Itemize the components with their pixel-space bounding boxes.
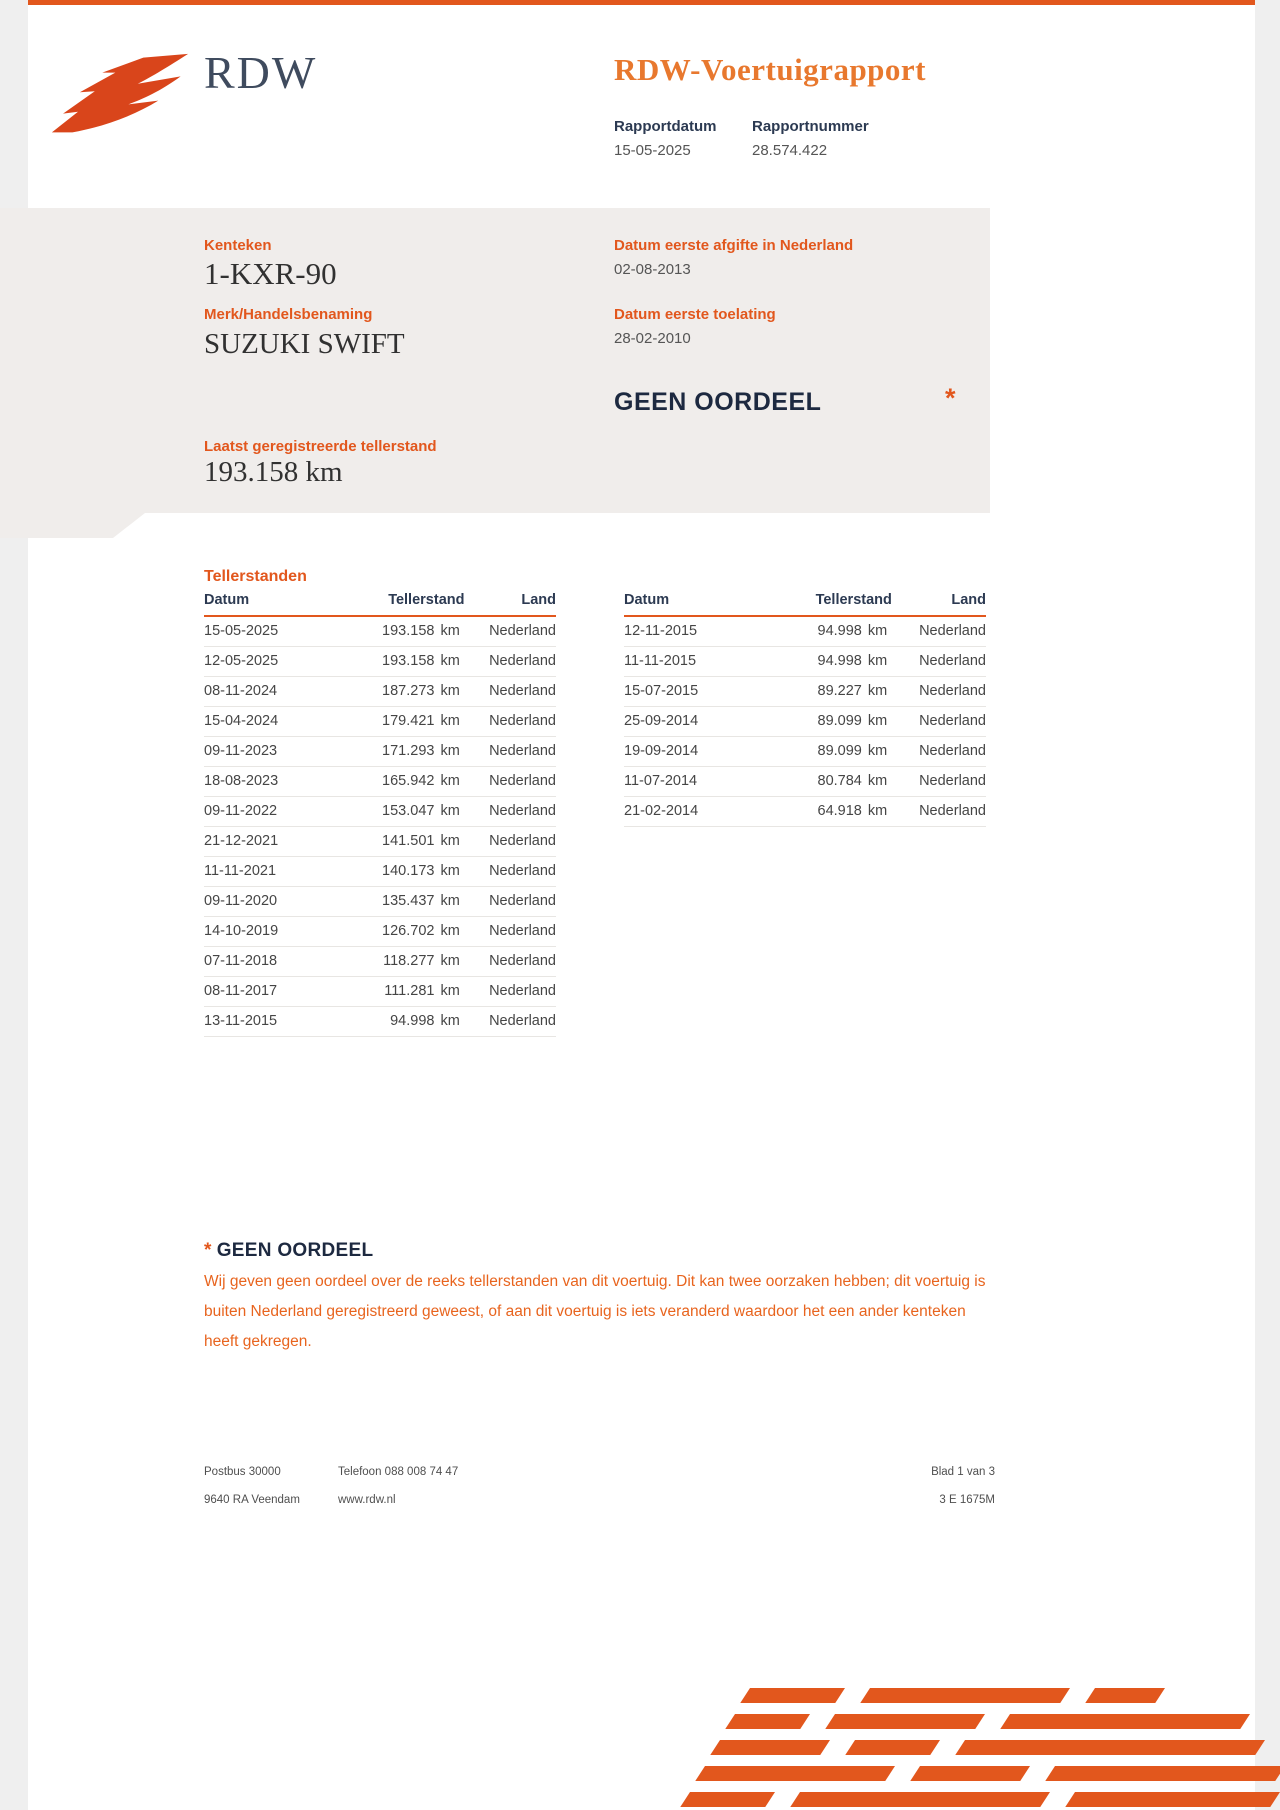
cell-tellerstand: 111.281 km (348, 977, 464, 1007)
cell-tellerstand: 141.501 km (348, 827, 464, 857)
cell-land: Nederland (464, 857, 556, 887)
rdw-logo-icon (50, 52, 190, 138)
cell-datum: 12-05-2025 (204, 647, 348, 677)
report-number-value: 28.574.422 (752, 142, 828, 159)
cell-datum: 14-10-2019 (204, 917, 348, 947)
tellerstand-row (204, 917, 556, 947)
cell-tellerstand: 118.277 km (348, 947, 464, 977)
cell-tellerstand: 89.099 km (772, 707, 891, 737)
cell-datum: 21-02-2014 (624, 797, 772, 827)
cell-land: Nederland (464, 947, 556, 977)
oordeel-asterisk-icon: * (945, 383, 956, 413)
report-date-block (614, 118, 717, 159)
page-right-margin (1255, 0, 1280, 1810)
cell-land: Nederland (464, 1007, 556, 1037)
tellerstand-row (204, 677, 556, 707)
footer-page-indicator: Blad 1 van 3 (931, 1466, 995, 1478)
footer-postbus: Postbus 30000 (204, 1466, 281, 1478)
cell-tellerstand: 153.047 km (348, 797, 464, 827)
footer-contact-block (338, 1458, 458, 1514)
cell-tellerstand: 165.942 km (348, 767, 464, 797)
cell-land: Nederland (464, 677, 556, 707)
cell-tellerstand: 187.273 km (348, 677, 464, 707)
cell-tellerstand: 89.099 km (772, 737, 891, 767)
footnote-title (204, 1240, 373, 1262)
eerste-afgifte-value: 02-08-2013 (614, 261, 691, 278)
tellerstand-row (204, 827, 556, 857)
oordeel-verdict: GEEN OORDEEL (614, 388, 822, 416)
cell-datum: 15-04-2024 (204, 707, 348, 737)
footnote-title-text: GEEN OORDEEL (216, 1240, 374, 1261)
eerste-toelating-label: Datum eerste toelating (614, 306, 776, 323)
cell-datum: 13-11-2015 (204, 1007, 348, 1037)
cell-tellerstand: 179.421 km (348, 707, 464, 737)
table-body-left (204, 616, 556, 1037)
vehicle-summary-panel (0, 208, 990, 538)
cell-tellerstand: 126.702 km (348, 917, 464, 947)
tellerstand-row (204, 767, 556, 797)
header-datum: Datum (624, 590, 772, 616)
cell-tellerstand: 89.227 km (772, 677, 891, 707)
tellerstand-row (204, 737, 556, 767)
cell-land: Nederland (464, 707, 556, 737)
cell-datum: 08-11-2024 (204, 677, 348, 707)
kenteken-label: Kenteken (204, 237, 272, 254)
laatste-tellerstand-label: Laatst geregistreerde tellerstand (204, 438, 437, 455)
laatste-tellerstand-value: 193.158 km (204, 456, 343, 488)
cell-tellerstand: 171.293 km (348, 737, 464, 767)
tellerstand-row (624, 767, 986, 797)
eerste-afgifte-label: Datum eerste afgifte in Nederland (614, 237, 854, 254)
cell-land: Nederland (892, 647, 986, 677)
merk-label: Merk/Handelsbenaming (204, 306, 373, 323)
footnote-text: Wij geven geen oordeel over de reeks tellerstanden van dit voertuig. Dit kan twee oorzaken hebben; dit voertuig is buiten Nederland geregistreerd geweest, of aan dit voertuig is iets veranderd waardoor het een ander kenteken heeft gekregen. (204, 1273, 986, 1350)
cell-tellerstand: 94.998 km (348, 1007, 464, 1037)
cell-tellerstand: 140.173 km (348, 857, 464, 887)
tellerstanden-table-left (204, 590, 556, 1037)
header-tellerstand: Tellerstand (772, 590, 891, 616)
header-tellerstand: Tellerstand (348, 590, 464, 616)
merk-value: SUZUKI SWIFT (204, 328, 405, 360)
tellerstand-row (204, 887, 556, 917)
cell-land: Nederland (892, 737, 986, 767)
report-number-block (752, 118, 869, 159)
cell-datum: 09-11-2020 (204, 887, 348, 917)
header-land: Land (464, 590, 556, 616)
cell-datum: 11-11-2015 (624, 647, 772, 677)
tellerstand-row (204, 707, 556, 737)
cell-datum: 12-11-2015 (624, 616, 772, 647)
tellerstanden-section-title: Tellerstanden (204, 568, 307, 585)
cell-datum: 15-07-2015 (624, 677, 772, 707)
cell-land: Nederland (464, 977, 556, 1007)
footnote-asterisk-icon: * (204, 1240, 212, 1261)
tellerstanden-table-right (624, 590, 986, 827)
report-date-label: Rapportdatum (614, 118, 717, 135)
table-body-right (624, 616, 986, 827)
cell-land: Nederland (892, 707, 986, 737)
tellerstand-row (204, 977, 556, 1007)
cell-land: Nederland (892, 677, 986, 707)
cell-tellerstand: 64.918 km (772, 797, 891, 827)
cell-datum: 15-05-2025 (204, 616, 348, 647)
cell-land: Nederland (892, 616, 986, 647)
speed-stripes-graphic (660, 1688, 1280, 1810)
tellerstand-row (624, 677, 986, 707)
tellerstand-row (624, 616, 986, 647)
top-accent-bar (28, 0, 1255, 5)
report-title: RDW-Voertuigrapport (614, 52, 927, 87)
cell-datum: 19-09-2014 (624, 737, 772, 767)
cell-land: Nederland (892, 797, 986, 827)
tellerstand-row (204, 616, 556, 647)
cell-land: Nederland (464, 887, 556, 917)
cell-land: Nederland (464, 797, 556, 827)
cell-land: Nederland (464, 917, 556, 947)
tellerstand-row (204, 797, 556, 827)
footer-city: 9640 RA Veendam (204, 1494, 300, 1506)
kenteken-value: 1-KXR-90 (204, 256, 337, 291)
cell-tellerstand: 135.437 km (348, 887, 464, 917)
cell-datum: 21-12-2021 (204, 827, 348, 857)
report-number-label: Rapportnummer (752, 118, 869, 135)
cell-datum: 09-11-2023 (204, 737, 348, 767)
footer-page-block (931, 1458, 995, 1514)
header-land: Land (892, 590, 986, 616)
footer-website: www.rdw.nl (338, 1494, 396, 1506)
tellerstand-row (204, 947, 556, 977)
cell-datum: 09-11-2022 (204, 797, 348, 827)
footer-address-block (204, 1458, 300, 1514)
tellerstand-row (624, 707, 986, 737)
cell-tellerstand: 94.998 km (772, 647, 891, 677)
cell-datum: 18-08-2023 (204, 767, 348, 797)
cell-tellerstand: 193.158 km (348, 616, 464, 647)
cell-land: Nederland (464, 647, 556, 677)
cell-land: Nederland (464, 827, 556, 857)
footer-form-code: 3 E 1675M (939, 1494, 995, 1506)
header-datum: Datum (204, 590, 348, 616)
cell-land: Nederland (464, 767, 556, 797)
tellerstand-row (624, 737, 986, 767)
eerste-toelating-value: 28-02-2010 (614, 330, 691, 347)
tellerstand-row (624, 647, 986, 677)
cell-land: Nederland (892, 767, 986, 797)
cell-tellerstand: 94.998 km (772, 616, 891, 647)
cell-tellerstand: 193.158 km (348, 647, 464, 677)
cell-datum: 11-07-2014 (624, 767, 772, 797)
cell-datum: 11-11-2021 (204, 857, 348, 887)
cell-datum: 25-09-2014 (624, 707, 772, 737)
report-date-value: 15-05-2025 (614, 142, 691, 159)
cell-land: Nederland (464, 737, 556, 767)
footer-phone: Telefoon 088 008 74 47 (338, 1466, 459, 1478)
tellerstand-row (204, 857, 556, 887)
rdw-logo-wordmark: RDW (204, 47, 318, 98)
table-header-row (624, 590, 986, 616)
cell-land: Nederland (464, 616, 556, 647)
cell-datum: 07-11-2018 (204, 947, 348, 977)
tellerstand-row (204, 1007, 556, 1037)
table-header-row (204, 590, 556, 616)
tellerstand-row (204, 647, 556, 677)
tellerstand-row (624, 797, 986, 827)
cell-datum: 08-11-2017 (204, 977, 348, 1007)
cell-tellerstand: 80.784 km (772, 767, 891, 797)
